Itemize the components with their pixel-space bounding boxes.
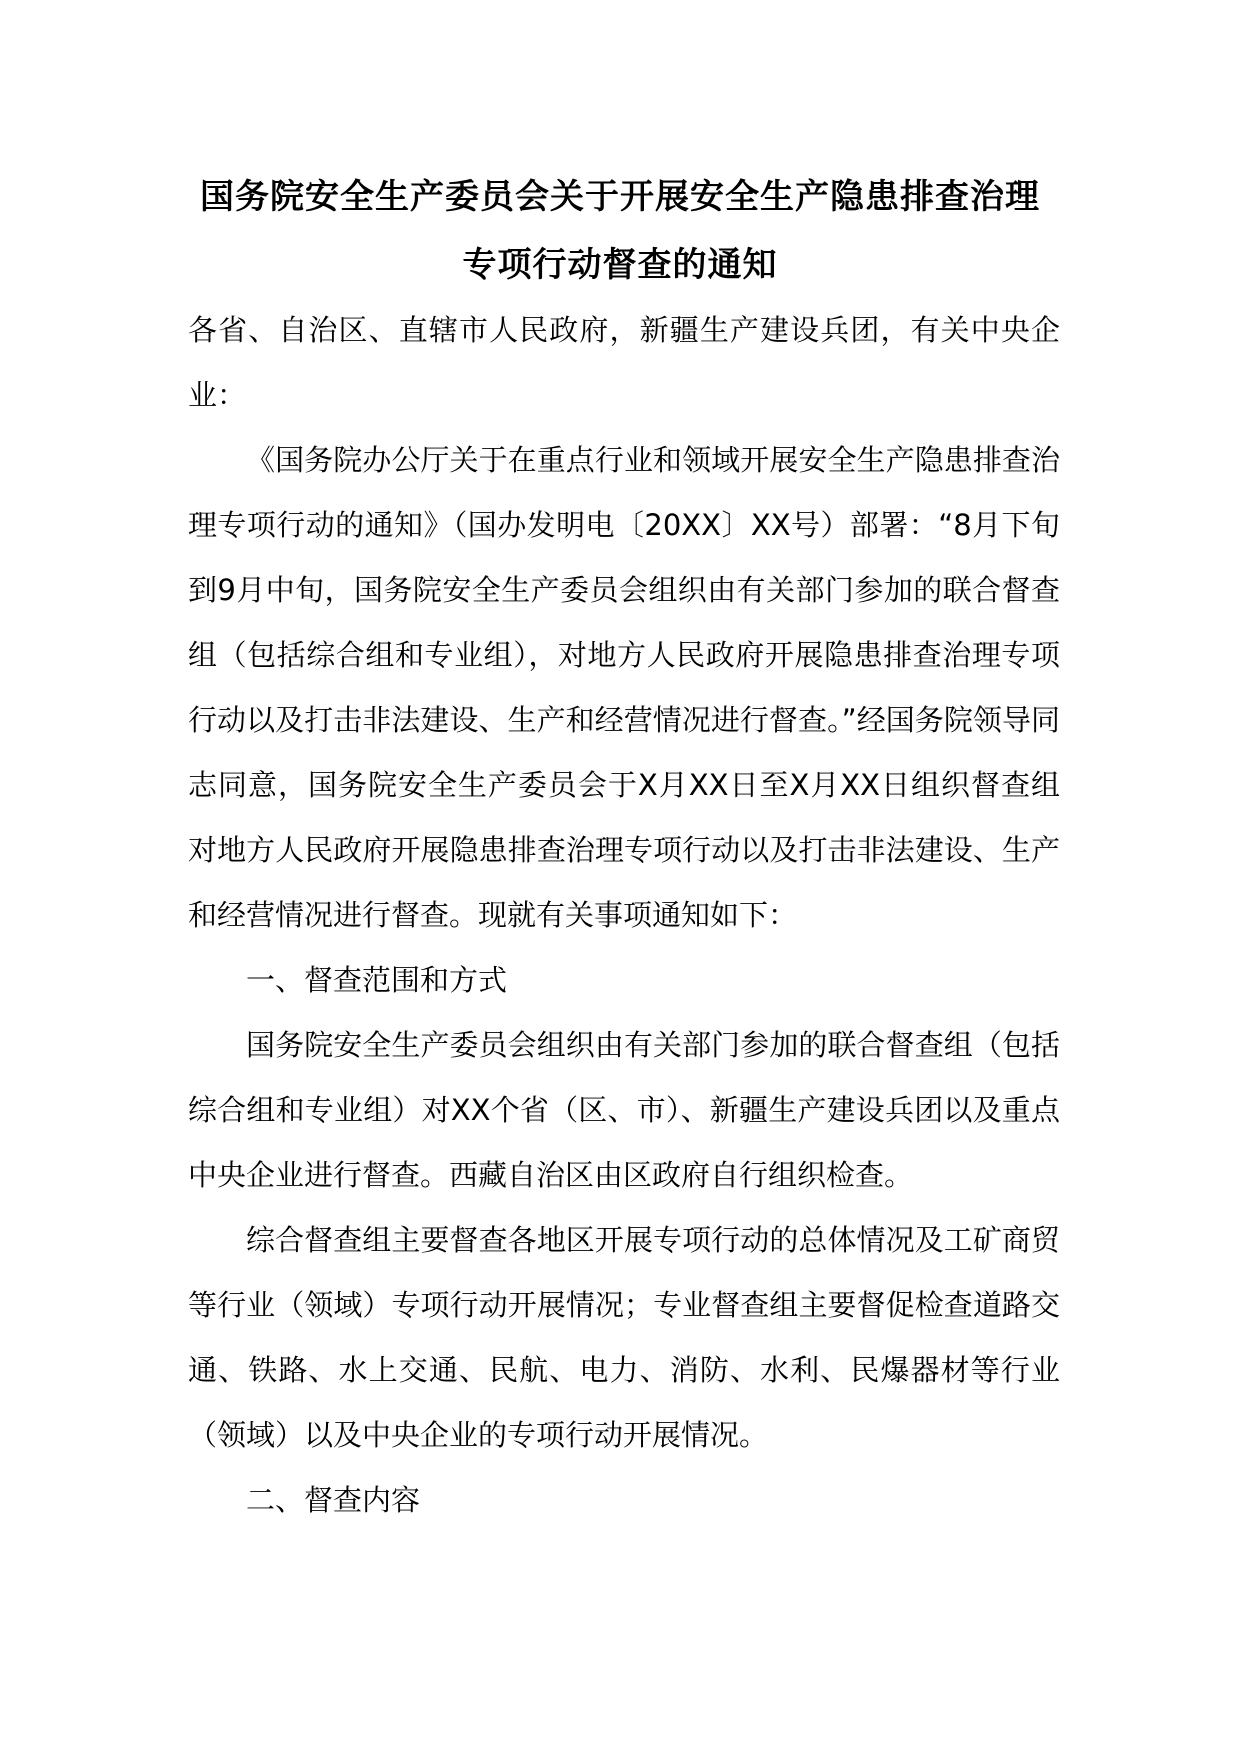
salutation-paragraph: 各省、自治区、直辖市人民政府，新疆生产建设兵团，有关中央企业： [188,313,1060,412]
body-paragraph: 《国务院办公厅关于在重点行业和领域开展安全生产隐患排查治理专项行动的通知》（国办发明电〔20XX〕XX号）部署：“8月下旬到9月中旬，国务院安全生产委员会组织由有关部门参加的联合督查组（包括综合组和专业组），对地方人民政府开展隐患排查治理专项行动以及打击非法建设、生产和经营情况进行督查。”经国务院领导同志同意，国务院安全生产委员会于X月XX日至X月XX日组织督查组对地方人民政府开展隐患排查治理专项行动以及打击非法建设、生产和经营情况进行督查。现就有关事项通知如下： [188,443,1060,932]
body-paragraph: 国务院安全生产委员会组织由有关部门参加的联合督查组（包括综合组和专业组）对XX个省（区、市）、新疆生产建设兵团以及重点中央企业进行督查。西藏自治区由区政府自行组织检查。 [188,1028,1060,1192]
document-title-line2: 专项行动督查的通知 [462,245,778,285]
document-body [188,298,1060,1533]
body-paragraph: 综合督查组主要督查各地区开展专项行动的总体情况及工矿商贸等行业（领域）专项行动开展情况；专业督查组主要督促检查道路交通、铁路、水上交通、民航、电力、消防、水利、民爆器材等行业（领域）以及中央企业的专项行动开展情况。 [188,1223,1060,1452]
document-title-line1: 国务院安全生产委员会关于开展安全生产隐患排查治理 [200,177,1040,217]
section-heading: 一、督查范围和方式 [246,963,508,997]
section-heading: 二、督查内容 [246,1483,421,1517]
